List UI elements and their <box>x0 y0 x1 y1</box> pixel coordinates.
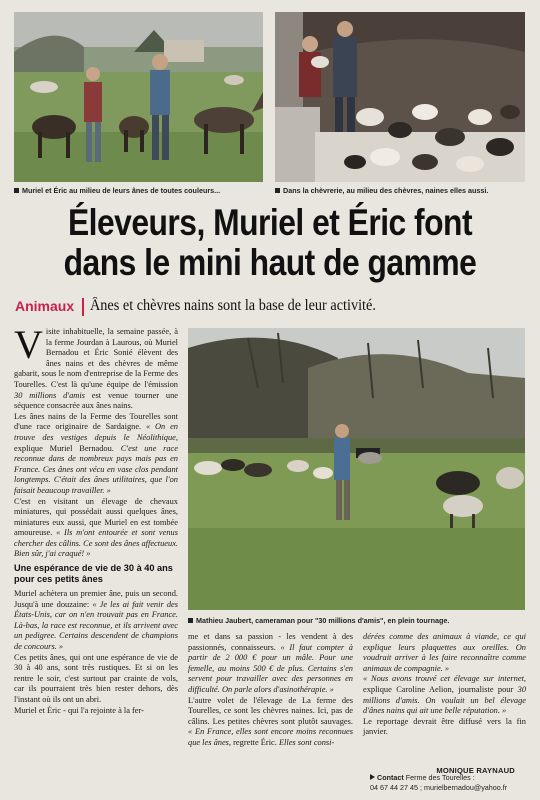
caption-bullet-icon <box>188 618 193 623</box>
caption-text: Muriel et Éric au milieu de leurs ânes de toutes couleurs... <box>22 186 221 195</box>
caption-text: Mathieu Jaubert, cameraman pour "30 millions d'amis", en plein tournage. <box>196 616 450 625</box>
article-column-3 <box>363 632 526 766</box>
contact-name: Ferme des Tourelles : <box>405 773 475 782</box>
photo-goats <box>275 12 525 182</box>
interheading: Une espérance de vie de 30 à 40 ans pour ces petits ânes <box>14 563 173 585</box>
article-column-1 <box>14 322 178 793</box>
caption-photo-goats <box>275 186 488 195</box>
caption-photo-cameraman <box>188 616 449 625</box>
headline-line-2: dans le mini haut de gamme <box>63 242 477 283</box>
kicker-divider <box>82 298 84 316</box>
contact-box: Contact Ferme des Tourelles : 04 67 44 27 45 ; murielbernadou@yahoo.fr <box>370 773 508 792</box>
contact-phone: 04 67 44 27 45 <box>370 783 418 792</box>
paragraph: L'autre volet de l'élevage de La ferme des Tourelles, ce sont les chèvres naines. Ici, pas de câlins. Les petites chèvres sont plutôt sauvages. « En France, elles sont encore moins reconnues que les ânes, regrette Éric. Elles sont consi- <box>188 695 353 747</box>
paragraph: Visite inhabituelle, la semaine passée, à la ferme Jourdan à Laurous, où Muriel Bernadou et Éric Sonié élèvent des ânes nains et des chèvres de même gabarit, sous le nom d'entreprise de la Ferme des Tourelles. C'est là qu'une équipe de l'émission 30 millions d'amis est venue tourner une séquence consacrée aux ânes nains. <box>14 322 178 411</box>
paragraph: Le reportage devrait être diffusé vers la fin janvier. <box>363 716 526 737</box>
paragraph: C'est en visitant un élevage de chevaux miniatures, qui possédait aussi quelques ânes, miniatures eux aussi, que Muriel en est tombée amoureuse. « Ils m'ont entourée et sont venus chercher des câlins. Ce sont des ânes affectueux. Bien sûr, j'ai craqué! » <box>14 496 178 559</box>
caption-text: Dans la chèvrerie, au milieu des chèvres, naines elles aussi. <box>283 186 489 195</box>
photo-donkeys <box>14 12 263 182</box>
photo-cameraman <box>188 328 525 610</box>
caption-bullet-icon <box>14 188 19 193</box>
paragraph: « Nous avons trouvé cet élevage sur internet, explique Caroline Aelion, journaliste pour 30 millions d'amis. On voulait un bel élevage d'ânes nains qui ait une belle réputation. » <box>363 674 527 716</box>
headline-line-1: Éleveurs, Muriel et Éric font <box>67 202 473 243</box>
paragraph: me et dans sa passion - les vendent à des passionnés, connaisseurs. « Il faut compter à partir de 2 000 € pour un mâle. Pour une femelle, au moins 500 € de plus. Certains s'en servent pour travailler avec des personnes en difficulté. On parle alors d'asinothérapie. » <box>188 632 353 694</box>
headline <box>50 203 490 283</box>
arrow-right-icon <box>370 774 375 780</box>
drop-cap: V <box>14 322 43 367</box>
caption-bullet-icon <box>275 188 280 193</box>
paragraph: Ces petits ânes, qui ont une espérance de vie de 30 à 40 ans, sont très rustiques. Et si on les rentre le soir, c'est surtout par crainte de vols, car ils pourraient très bien rester dehors, dès l'instant où ils ont un abri. <box>14 652 178 704</box>
author-signature: MONIQUE RAYNAUD <box>436 766 515 775</box>
paragraph: Muriel et Éric - qui l'a rejointe à la fer- <box>14 705 144 715</box>
paragraph: Les ânes nains de la Ferme des Tourelles sont d'une race originaire de Sardaigne. « On en trouve des vestiges depuis le Néolithique, explique Muriel Bernadou. C'est une race reconnue dans de nombreux pays mais pas en France. Ces ânes ont vécu en vase clos pendant longtemps. C'était des ânes utilitaires, que l'on faisait beaucoup travailler. » <box>14 411 178 495</box>
kicker-animaux: Animaux <box>15 298 75 314</box>
subheadline: Ânes et chèvres nains sont la base de leur activité. <box>90 297 376 314</box>
article-column-2 <box>188 632 353 794</box>
paragraph: dérées comme des animaux à viande, ce qui explique leurs plaquettes aux oreilles. On voudrait arriver à les faire reconnaître comme animaux de compagnie. » <box>363 632 526 673</box>
paragraph: Muriel achètera un premier âne, puis un second. Jusqu'à une douzaine: « Je les ai fait venir des États-Unis, car on n'en trouvait pas en France. Là-bas, la race est reconnue, et ils arrivent avec un pedigree. Certains descendent de champions de concours. » <box>14 589 178 652</box>
contact-email: murielbernadou@yahoo.fr <box>423 783 508 792</box>
contact-label: Contact <box>377 773 404 782</box>
caption-photo-donkeys <box>14 186 220 195</box>
